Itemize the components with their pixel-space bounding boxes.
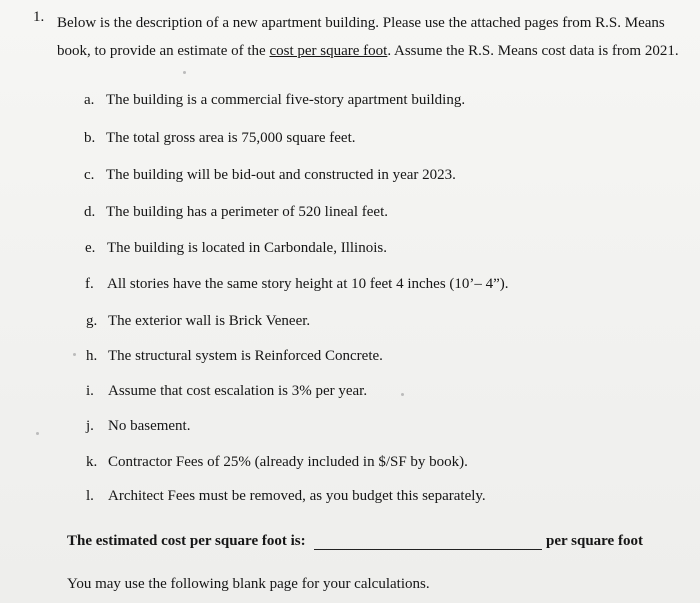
list-item-text: Architect Fees must be removed, as you budget this separately. (108, 488, 486, 504)
list-item-j (86, 418, 190, 435)
list-item-letter: f. (85, 276, 94, 292)
answer-label: The estimated cost per square foot is: (67, 533, 306, 549)
list-item-letter: b. (84, 130, 96, 146)
list-item-e (85, 240, 387, 257)
question-number: 1. (33, 9, 45, 25)
footer-note: You may use the following blank page for your calculations. (67, 576, 430, 592)
paper-speck (401, 393, 404, 396)
list-item-text: The exterior wall is Brick Veneer. (108, 313, 311, 329)
list-item-i (86, 383, 367, 400)
list-item-letter: j. (86, 418, 94, 434)
list-item-letter: d. (84, 204, 96, 220)
list-item-a (84, 92, 465, 109)
list-item-letter: i. (86, 383, 94, 399)
answer-blank-line (314, 549, 542, 550)
list-item-k (86, 454, 468, 471)
list-item-text: The building is a commercial five-story apartment building. (106, 92, 466, 108)
question-intro (57, 9, 682, 65)
list-item-letter: c. (84, 167, 95, 183)
list-item-letter: h. (86, 348, 98, 364)
list-item-text: All stories have the same story height at 10 feet 4 inches (10’– 4”). (107, 276, 509, 292)
paper-speck (36, 432, 39, 435)
list-item-g (86, 313, 310, 330)
list-item-letter: k. (86, 454, 98, 470)
paper-speck (73, 353, 76, 356)
list-item-letter: g. (86, 313, 98, 329)
list-item-f (85, 276, 509, 293)
list-item-c (84, 167, 456, 184)
list-item-text: The total gross area is 75,000 square feet. (106, 130, 356, 146)
answer-unit: per square foot (546, 533, 643, 549)
list-item-d (84, 204, 388, 221)
intro-text-end: . Assume the R.S. Means cost data is from 2021. (387, 43, 679, 59)
list-item-text: The building is located in Carbondale, Illinois. (107, 240, 387, 256)
list-item-text: Contractor Fees of 25% (already included in $/SF by book). (108, 454, 468, 470)
list-item-letter: e. (85, 240, 96, 256)
list-item-letter: a. (84, 92, 95, 108)
list-item-h (86, 348, 383, 365)
list-item-letter: l. (86, 488, 94, 504)
list-item-text: Assume that cost escalation is 3% per year. (108, 383, 368, 399)
intro-underlined-text: cost per square foot (269, 43, 388, 59)
list-item-l (86, 488, 486, 505)
intro-text: Below is the description of a new apartment building. Please use the attached pages from R.S. Means book, to provide an estimate of the (57, 15, 665, 59)
list-item-text: No basement. (108, 418, 191, 434)
list-item-text: The structural system is Reinforced Concrete. (108, 348, 383, 364)
list-item-text: The building will be bid-out and constructed in year 2023. (106, 167, 456, 183)
list-item-text: The building has a perimeter of 520 lineal feet. (106, 204, 388, 220)
paper-speck (183, 71, 186, 74)
list-item-b (84, 130, 356, 147)
